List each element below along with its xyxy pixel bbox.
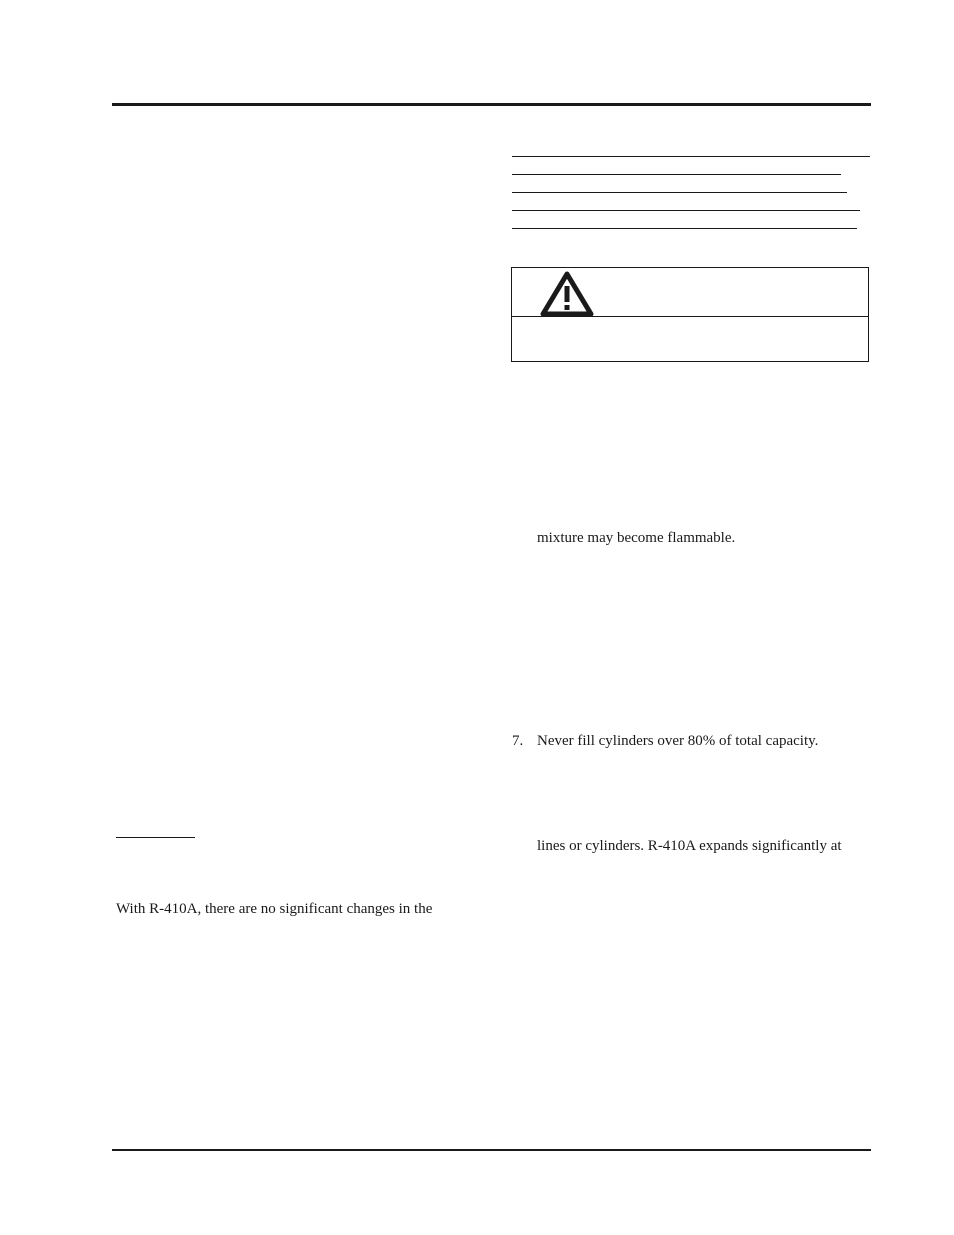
underline-3: [512, 192, 847, 193]
underline-2: [512, 174, 841, 175]
underline-4: [512, 210, 860, 211]
header-rule: [112, 103, 871, 106]
underline-5: [512, 228, 857, 229]
footer-rule: [112, 1149, 871, 1151]
warning-divider: [512, 316, 868, 317]
list-item-text: Never fill cylinders over 80% of total capacity.: [537, 733, 819, 749]
list-item-number: 7.: [512, 733, 524, 749]
warning-triangle-icon: [540, 270, 594, 318]
text-line-cylinders: lines or cylinders. R-410A expands significantly at: [537, 838, 842, 854]
warning-box: [511, 267, 869, 362]
underline-1: [512, 156, 870, 157]
section-heading-underline: [116, 837, 195, 838]
text-line-r410a: With R-410A, there are no significant changes in the: [116, 901, 433, 917]
text-line-mixture: mixture may become flammable.: [537, 530, 736, 546]
